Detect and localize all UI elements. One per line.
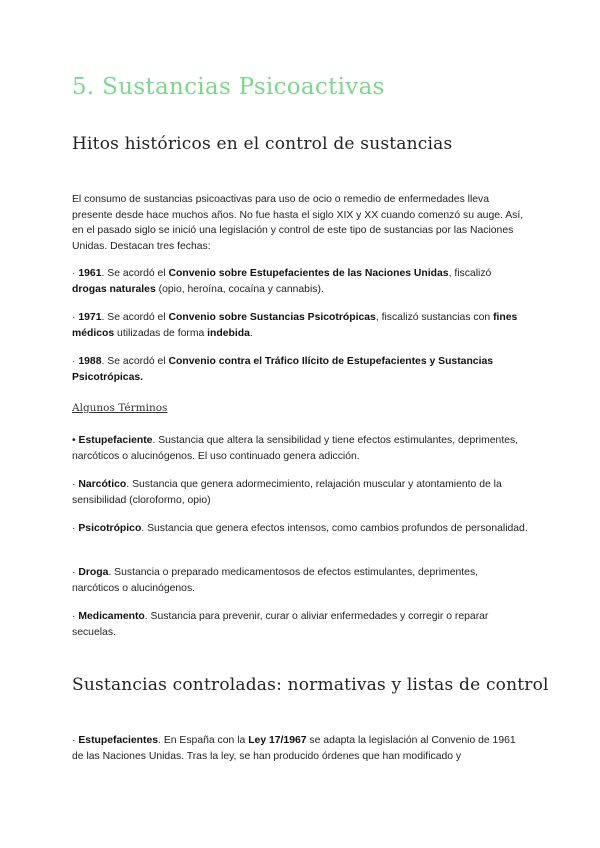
intro-paragraph: El consumo de sustancias psicoactivas para uso de ocio o remedio de enfermedades lleva presente desde hace muchos años. No fue hasta el siglo XIX y XX cuando comenzó su auge. Así, en el pasado siglo se inició una legislación y control de este tipo de sustancias por las Naciones Unidas. Destacan tres fechas: [72, 194, 524, 252]
term-name: Narcótico [78, 479, 127, 490]
date-year: 1971 [78, 312, 102, 323]
controlled-item-estupefacientes: · Estupefacientes. En España con la Ley 17/1967 se adapta la legislación al Convenio de 1961 de las Naciones Unidas. Tras la ley, se han producido órdenes que han modificado y [72, 735, 516, 762]
term-name: Psicotrópico [78, 523, 142, 534]
section-heading-hitos: Hitos históricos en el control de sustancias [72, 134, 453, 154]
date-year: 1988 [78, 356, 102, 367]
date-entry-1961: · 1961. Se acordó el Convenio sobre Estupefacientes de las Naciones Unidas, fiscalizó drogas naturales (opio, heroína, cocaína y cannabis). [72, 268, 492, 295]
date-entry-1988: · 1988. Se acordó el Convenio contra el Tráfico Ilícito de Estupefacientes y Sustancias Psicotrópicas. [72, 356, 494, 383]
term-name: Estupefaciente [78, 435, 153, 446]
convention-name: Convenio sobre Estupefacientes de las Naciones Unidas [168, 268, 449, 279]
section-heading-controladas: Sustancias controladas: normativas y listas de control [72, 675, 549, 695]
term-name: Estupefacientes [78, 735, 159, 746]
term-item: • Estupefaciente. Sustancia que altera la sensibilidad y tiene efectos estimulantes, deprimentes, narcóticos o alucinógenos. El uso continuado genera adicción. [72, 435, 519, 462]
term-name: Droga [78, 567, 109, 578]
term-item: · Droga. Sustancia o preparado medicamentosos de efectos estimulantes, deprimentes, narcóticos o alucinógenos. [72, 567, 479, 594]
document-title: 5. Sustancias Psicoactivas [72, 74, 385, 100]
date-entry-1971: · 1971. Se acordó el Convenio sobre Sustancias Psicotrópicas, fiscalizó sustancias con fines médicos utilizadas de forma indebida. [72, 312, 518, 339]
terms-heading: Algunos Términos [72, 402, 168, 414]
term-item: · Narcótico. Sustancia que genera adormecimiento, relajación muscular y atontamiento de la sensibilidad (cloroformo, opio) [72, 479, 502, 506]
term-item: · Medicamento. Sustancia para prevenir, curar o aliviar enfermedades y corregir o reparar secuelas. [72, 611, 489, 638]
convention-name: Convenio contra el Tráfico Ilícito de Estupefacientes y Sustancias Psicotrópicas. [72, 356, 494, 383]
term-name: Medicamento [78, 611, 145, 622]
date-year: 1961 [78, 268, 102, 279]
term-item: · Psicotrópico. Sustancia que genera efectos intensos, como cambios profundos de personalidad. [72, 523, 528, 534]
convention-name: Convenio sobre Sustancias Psicotrópicas [168, 312, 376, 323]
law-name: Ley 17/1967 [248, 735, 307, 746]
